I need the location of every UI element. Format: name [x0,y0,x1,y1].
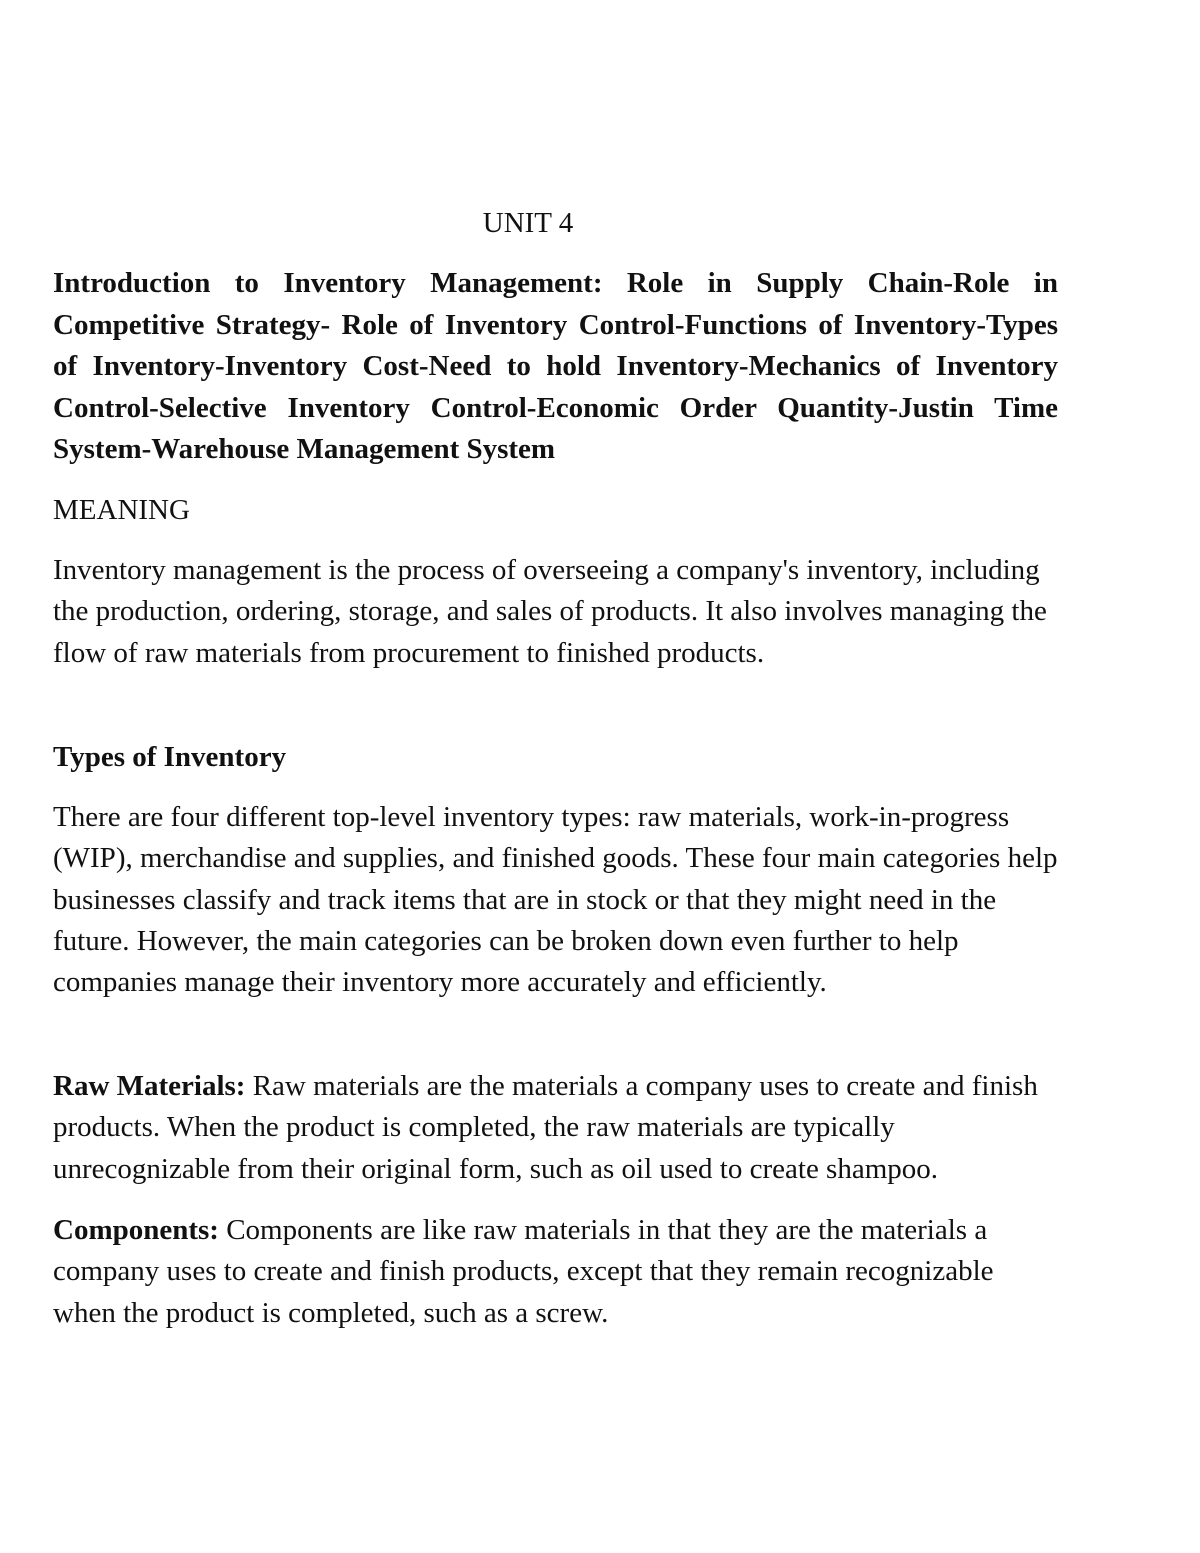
unit-title: UNIT 4 [482,207,574,239]
raw-materials-paragraph [53,1066,1058,1190]
types-of-inventory-paragraph: There are four different top-level inventory types: raw materials, work-in-progress (WIP), merchandise and supplies, and finished goods. These four main categories help businesses classify and track items that are in stock or that they might need in the future. However, the main categories can be broken down even further to help companies manage their inventory more accurately and efficiently. [53,801,1058,999]
meaning-paragraph: Inventory management is the process of overseeing a company's inventory, including the production, ordering, storage, and sales of products. It also involves managing the flow of raw materials from procurement to finished products. [53,554,1047,669]
components-definition: Components are like raw materials in that they are the materials a company uses to create and finish products, except that they remain recognizable when the product is completed, such as a screw. [53,1214,994,1329]
intro-topics: Introduction to Inventory Management: Role in Supply Chain-Role in Competitive Strategy- Role of Inventory Control-Functions of Inventory-Types of Inventory-Inventory Cost-Need to hold Inventory-Mechanics of Inventory Control-Selective Inventory Control-Economic Order Quantity-Justin Time System-Warehouse Management System [53,267,1058,465]
raw-materials-term: Raw Materials: [53,1070,246,1102]
meaning-heading: MEANING [53,494,190,526]
types-of-inventory-heading: Types of Inventory [53,741,287,773]
components-paragraph [53,1210,1058,1334]
components-term: Components: [53,1214,219,1246]
raw-materials-definition: Raw materials are the materials a company uses to create and finish products. When the product is completed, the raw materials are typically unrecognizable from their original form, such as oil used to create shampoo. [53,1070,1038,1185]
